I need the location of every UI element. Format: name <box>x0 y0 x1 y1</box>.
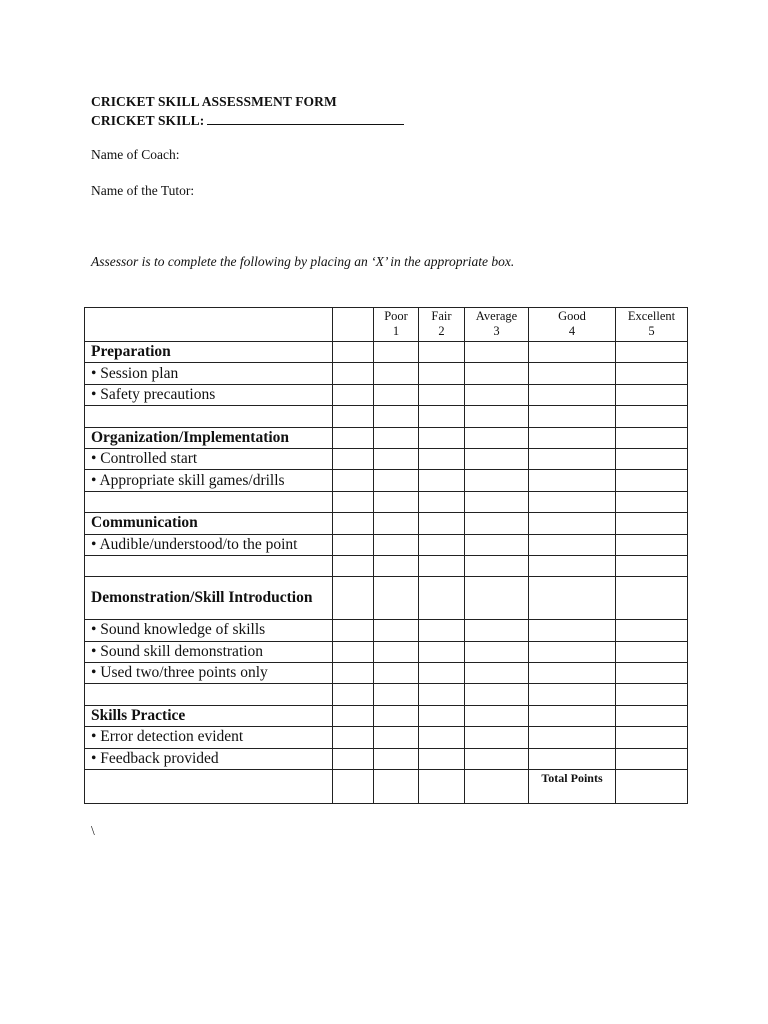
cricket-skill-blank[interactable] <box>207 112 404 125</box>
rating-box-fair[interactable] <box>419 534 465 555</box>
rating-box-poor[interactable] <box>374 641 419 662</box>
rating-box-excellent[interactable] <box>616 363 688 384</box>
coach-name-label: Name of Coach: <box>91 147 180 162</box>
rating-box-poor[interactable] <box>374 448 419 469</box>
rating-box-average[interactable] <box>465 748 529 769</box>
rating-box-spacer <box>333 577 374 620</box>
rating-box-spacer <box>333 534 374 555</box>
total-row-blank-cell <box>419 770 465 804</box>
total-row-blank-cell <box>374 770 419 804</box>
section-heading-row <box>85 577 688 620</box>
rating-box-poor <box>374 406 419 427</box>
rating-box-fair[interactable] <box>419 470 465 491</box>
rating-box-excellent[interactable] <box>616 727 688 748</box>
rating-box-average[interactable] <box>465 363 529 384</box>
rating-box-good[interactable] <box>529 384 616 405</box>
rating-box-excellent <box>616 491 688 512</box>
criterion-row <box>85 620 688 641</box>
rating-box-average[interactable] <box>465 641 529 662</box>
rating-box-fair[interactable] <box>419 448 465 469</box>
rating-box-excellent[interactable] <box>616 470 688 491</box>
rating-box-average[interactable] <box>465 727 529 748</box>
criterion-row <box>85 470 688 491</box>
rating-box-poor <box>374 684 419 705</box>
rating-box-good <box>529 705 616 726</box>
total-row-blank-cell <box>85 770 333 804</box>
rating-box-good <box>529 684 616 705</box>
rating-box-spacer <box>333 641 374 662</box>
blank-label-cell <box>85 406 333 427</box>
rating-box-fair <box>419 491 465 512</box>
rating-box-spacer <box>333 663 374 684</box>
rating-box-spacer <box>333 684 374 705</box>
criterion-label: • Feedback provided <box>85 748 333 769</box>
rating-box-average <box>465 491 529 512</box>
rating-box-spacer <box>333 555 374 576</box>
rating-box-poor[interactable] <box>374 384 419 405</box>
rating-box-average <box>465 342 529 363</box>
rating-box-poor <box>374 427 419 448</box>
rating-box-spacer <box>333 620 374 641</box>
rating-box-excellent <box>616 705 688 726</box>
rating-box-average[interactable] <box>465 470 529 491</box>
rating-box-fair[interactable] <box>419 620 465 641</box>
rating-box-fair <box>419 705 465 726</box>
rating-box-excellent <box>616 577 688 620</box>
rating-box-good <box>529 342 616 363</box>
rating-box-spacer <box>333 491 374 512</box>
cricket-skill-line <box>91 112 404 129</box>
rating-box-average <box>465 555 529 576</box>
rating-box-excellent <box>616 406 688 427</box>
criterion-label: • Controlled start <box>85 448 333 469</box>
rating-box-excellent[interactable] <box>616 620 688 641</box>
total-row <box>85 770 688 804</box>
rating-box-poor <box>374 577 419 620</box>
section-heading-row <box>85 705 688 726</box>
total-row-blank-cell <box>465 770 529 804</box>
rating-box-poor[interactable] <box>374 470 419 491</box>
rating-box-spacer <box>333 470 374 491</box>
rating-box-average[interactable] <box>465 663 529 684</box>
rating-box-average[interactable] <box>465 534 529 555</box>
rating-box-excellent[interactable] <box>616 641 688 662</box>
assessment-table <box>84 307 688 804</box>
rating-box-spacer <box>333 513 374 534</box>
section-heading: Demonstration/Skill Introduction <box>85 577 333 620</box>
spacer-row <box>85 406 688 427</box>
rating-box-good <box>529 406 616 427</box>
footer-mark: \ <box>91 823 95 838</box>
rating-box-poor[interactable] <box>374 748 419 769</box>
rating-box-spacer <box>333 342 374 363</box>
criterion-row <box>85 384 688 405</box>
criterion-label: • Used two/three points only <box>85 663 333 684</box>
rating-box-spacer <box>333 448 374 469</box>
rating-box-good <box>529 491 616 512</box>
section-heading-row <box>85 513 688 534</box>
tutor-name-label: Name of the Tutor: <box>91 183 195 198</box>
section-heading-row <box>85 427 688 448</box>
criterion-label: • Audible/understood/to the point <box>85 534 333 555</box>
rating-box-excellent[interactable] <box>616 384 688 405</box>
form-title: CRICKET SKILL ASSESSMENT FORM <box>91 94 337 109</box>
instruction-text: Assessor is to complete the following by placing an ‘X’ in the appropriate box. <box>91 254 515 269</box>
rating-header-excellent: Excellent 5 <box>616 308 688 342</box>
blank-label-cell <box>85 684 333 705</box>
rating-box-fair <box>419 342 465 363</box>
rating-box-good <box>529 427 616 448</box>
rating-box-poor <box>374 491 419 512</box>
rating-box-good[interactable] <box>529 663 616 684</box>
spacer-row <box>85 555 688 576</box>
rating-box-fair <box>419 555 465 576</box>
rating-box-fair <box>419 577 465 620</box>
rating-box-spacer <box>333 363 374 384</box>
blank-label-cell <box>85 555 333 576</box>
section-heading: Communication <box>85 513 333 534</box>
rating-box-good <box>529 577 616 620</box>
rating-box-good[interactable] <box>529 727 616 748</box>
rating-box-average[interactable] <box>465 384 529 405</box>
criterion-row <box>85 663 688 684</box>
criterion-row <box>85 641 688 662</box>
rating-box-fair[interactable] <box>419 663 465 684</box>
rating-box-spacer <box>333 406 374 427</box>
total-points-label: Total Points <box>529 770 616 804</box>
rating-box-excellent <box>616 555 688 576</box>
section-heading: Preparation <box>85 342 333 363</box>
rating-header-poor: Poor 1 <box>374 308 419 342</box>
cricket-skill-label: CRICKET SKILL: <box>91 113 205 128</box>
rating-box-poor <box>374 513 419 534</box>
rating-header-fair: Fair 2 <box>419 308 465 342</box>
rating-box-poor <box>374 555 419 576</box>
rating-box-good[interactable] <box>529 363 616 384</box>
section-heading: Organization/Implementation <box>85 427 333 448</box>
header-spacer-cell <box>333 308 374 342</box>
rating-box-average <box>465 577 529 620</box>
section-heading: Skills Practice <box>85 705 333 726</box>
criterion-label: • Sound skill demonstration <box>85 641 333 662</box>
rating-box-poor[interactable] <box>374 534 419 555</box>
total-row-blank-cell <box>333 770 374 804</box>
rating-box-average <box>465 406 529 427</box>
rating-box-average <box>465 513 529 534</box>
rating-header-average: Average 3 <box>465 308 529 342</box>
rating-box-fair[interactable] <box>419 727 465 748</box>
rating-box-average <box>465 684 529 705</box>
rating-box-fair <box>419 427 465 448</box>
rating-box-average[interactable] <box>465 448 529 469</box>
criterion-label: • Safety precautions <box>85 384 333 405</box>
rating-box-average <box>465 705 529 726</box>
rating-box-spacer <box>333 748 374 769</box>
rating-box-average[interactable] <box>465 620 529 641</box>
rating-box-fair[interactable] <box>419 641 465 662</box>
rating-box-spacer <box>333 427 374 448</box>
rating-box-good[interactable] <box>529 641 616 662</box>
rating-box-excellent[interactable] <box>616 748 688 769</box>
rating-box-poor[interactable] <box>374 620 419 641</box>
criterion-label: • Sound knowledge of skills <box>85 620 333 641</box>
rating-box-fair <box>419 406 465 427</box>
rating-box-excellent[interactable] <box>616 448 688 469</box>
rating-box-fair <box>419 513 465 534</box>
rating-box-excellent <box>616 684 688 705</box>
rating-box-excellent <box>616 427 688 448</box>
criterion-row <box>85 727 688 748</box>
rating-box-fair[interactable] <box>419 384 465 405</box>
rating-box-good[interactable] <box>529 620 616 641</box>
rating-box-excellent[interactable] <box>616 663 688 684</box>
rating-box-poor[interactable] <box>374 363 419 384</box>
rating-box-fair[interactable] <box>419 748 465 769</box>
rating-box-spacer <box>333 705 374 726</box>
rating-box-average <box>465 427 529 448</box>
rating-box-excellent <box>616 342 688 363</box>
rating-box-good <box>529 513 616 534</box>
rating-box-good[interactable] <box>529 470 616 491</box>
rating-box-good[interactable] <box>529 534 616 555</box>
blank-label-cell <box>85 491 333 512</box>
rating-header-good: Good 4 <box>529 308 616 342</box>
rating-box-poor[interactable] <box>374 663 419 684</box>
rating-box-fair <box>419 684 465 705</box>
rating-box-good <box>529 555 616 576</box>
rating-box-spacer <box>333 384 374 405</box>
criterion-label: • Session plan <box>85 363 333 384</box>
rating-box-poor <box>374 705 419 726</box>
rating-box-spacer <box>333 727 374 748</box>
rating-box-good[interactable] <box>529 748 616 769</box>
rating-header-row <box>85 308 688 342</box>
rating-box-excellent[interactable] <box>616 534 688 555</box>
rating-box-poor[interactable] <box>374 727 419 748</box>
criterion-label: • Appropriate skill games/drills <box>85 470 333 491</box>
criterion-row <box>85 363 688 384</box>
rating-box-excellent <box>616 513 688 534</box>
criterion-label: • Error detection evident <box>85 727 333 748</box>
section-heading-row <box>85 342 688 363</box>
criterion-row <box>85 448 688 469</box>
criterion-row <box>85 748 688 769</box>
rating-box-good[interactable] <box>529 448 616 469</box>
criterion-row <box>85 534 688 555</box>
spacer-row <box>85 491 688 512</box>
rating-box-poor <box>374 342 419 363</box>
spacer-row <box>85 684 688 705</box>
rating-box-fair[interactable] <box>419 363 465 384</box>
total-points-box[interactable] <box>616 770 688 804</box>
header-blank-cell <box>85 308 333 342</box>
